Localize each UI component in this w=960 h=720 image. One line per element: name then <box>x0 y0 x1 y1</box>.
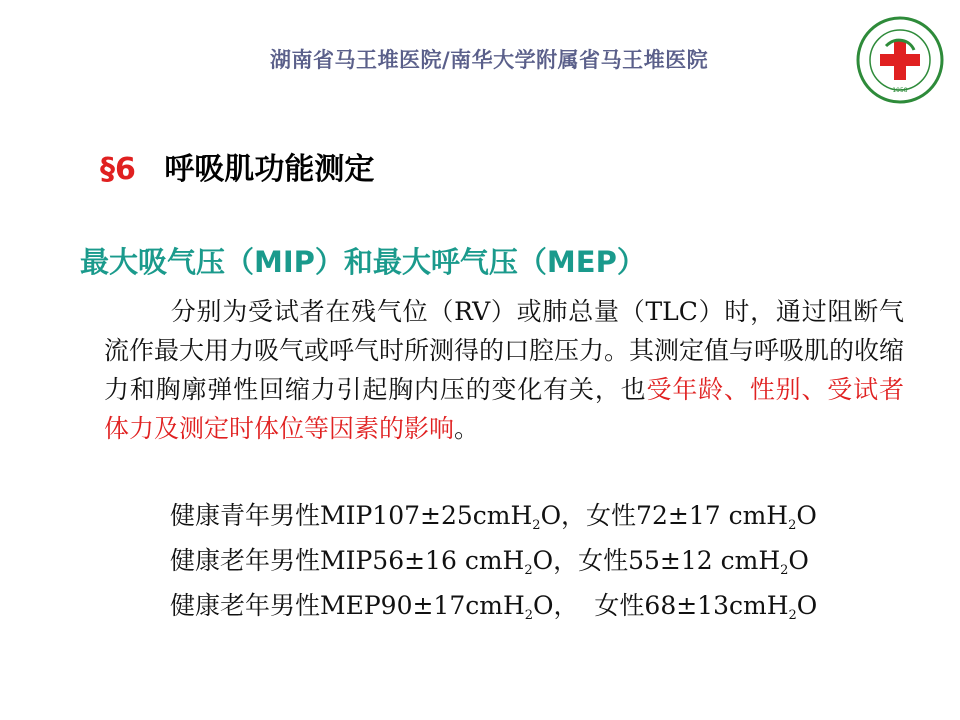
stat-line-old-male-mip <box>170 538 817 583</box>
stat-text: O <box>796 501 817 530</box>
stat-text: O <box>796 591 818 620</box>
hospital-logo-icon <box>856 16 944 104</box>
stat-text: 健康青年男性MIP107±25cmH <box>170 501 533 530</box>
stat-sub: 2 <box>524 608 534 623</box>
stat-text: 健康老年男性MIP56±16 cmH <box>170 546 525 575</box>
section-mark: §6 <box>100 152 136 187</box>
stat-sub: 2 <box>780 563 789 578</box>
stat-text: 健康老年男性MEP90±17cmH <box>170 591 525 620</box>
svg-text:1958: 1958 <box>892 87 908 94</box>
stat-text: O，女性72±17 cmH <box>540 501 789 530</box>
stat-text: O <box>788 546 809 575</box>
body-paragraph <box>104 292 904 448</box>
stat-text: O， 女性68±13cmH <box>533 591 789 620</box>
paragraph-text: 分别为受试者在残气位（RV）或肺总量（TLC）时，通过阻断气流作最大用力吸气或呼气时所测得的口腔压力。其测定值与呼吸肌的收缩力和胸廓弹性回缩力引起胸内压的变化有关，也 <box>104 297 905 404</box>
stat-sub: 2 <box>524 563 533 578</box>
stats-list <box>170 493 817 628</box>
paragraph-end: 。 <box>454 414 480 443</box>
stat-line-old-male-mep <box>170 583 817 628</box>
section-title <box>100 144 374 188</box>
stat-sub: 2 <box>532 518 541 533</box>
stat-text: O，女性55±12 cmH <box>532 546 781 575</box>
stat-sub: 2 <box>788 608 797 623</box>
stat-sub: 2 <box>788 518 797 533</box>
paragraph-highlight: 受年龄、性别、受试者体力及测定时体位等因素的影响 <box>104 375 904 443</box>
hospital-header: 湖南省马王堆医院/南华大学附属省马王堆医院 <box>270 47 709 72</box>
section-title-text: 呼吸肌功能测定 <box>164 152 375 187</box>
subtitle: 最大吸气压（MIP）和最大呼气压（MEP） <box>80 245 646 279</box>
stat-line-young-male-mip <box>170 493 817 538</box>
